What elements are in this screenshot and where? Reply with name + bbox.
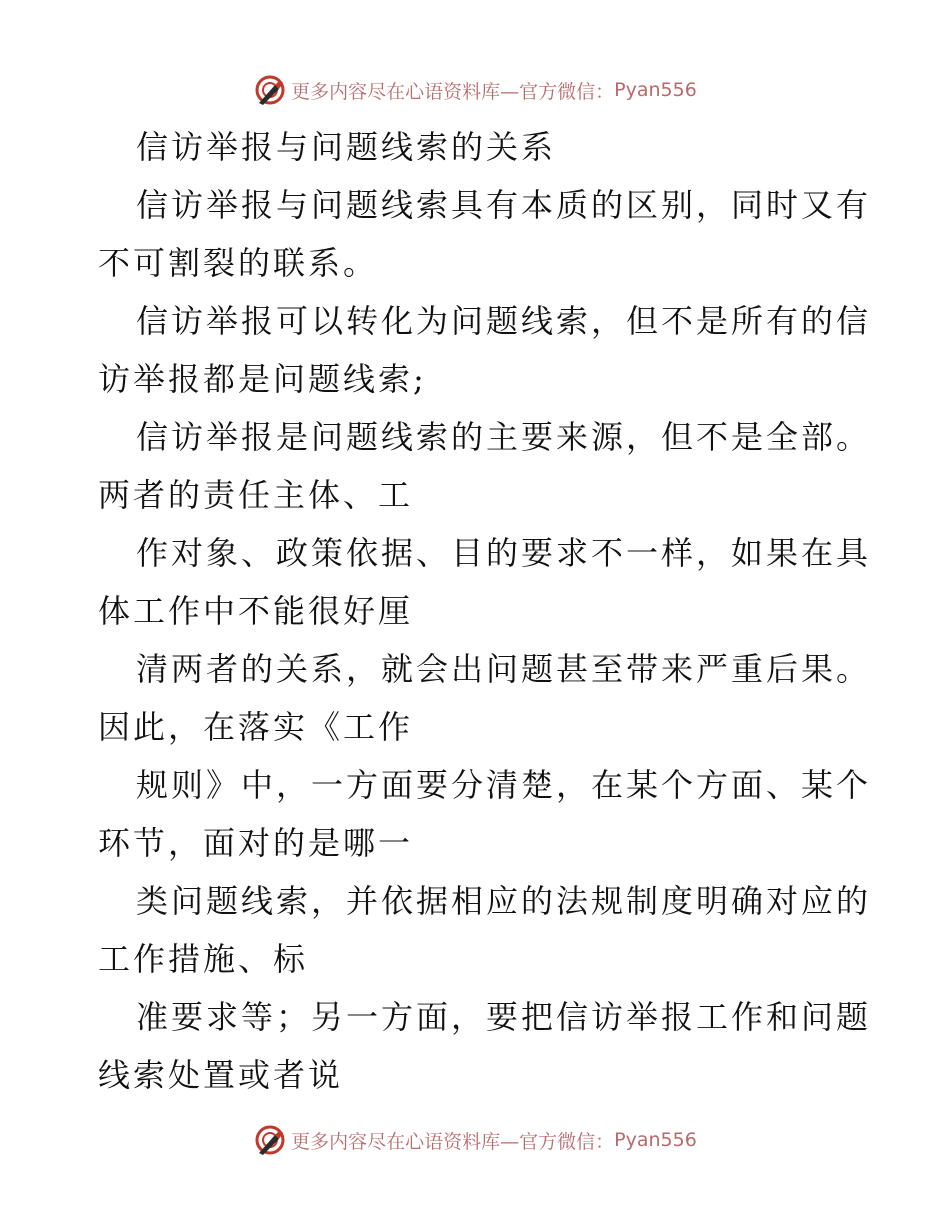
paragraph-line: 信访举报可以转化为问题线索，但不是所有的信 xyxy=(136,302,872,340)
doc-title: 信访举报与问题线索的关系 xyxy=(136,128,557,166)
watermark-text: 更多内容尽在心语资料库—官方微信： xyxy=(291,80,615,103)
pen-logo-icon xyxy=(253,73,287,107)
paragraph-line: 体工作中不能很好厘 xyxy=(98,592,414,630)
paragraph-line: 清两者的关系，就会出问题甚至带来严重后果。 xyxy=(136,650,872,688)
paragraph-line: 环节，面对的是哪一 xyxy=(98,824,414,862)
paragraph-line: 信访举报与问题线索具有本质的区别，同时又有 xyxy=(136,186,872,224)
watermark-handle: Pyan556 xyxy=(614,1129,697,1151)
header-watermark xyxy=(0,70,950,110)
paragraph-line: 不可割裂的联系。 xyxy=(98,244,379,282)
paragraph-line: 工作措施、标 xyxy=(98,940,309,978)
paragraph-line: 信访举报是问题线索的主要来源，但不是全部。 xyxy=(136,418,872,456)
document-body xyxy=(98,118,872,1104)
paragraph-line: 规则》中，一方面要分清楚，在某个方面、某个 xyxy=(136,766,872,804)
paragraph-line: 作对象、政策依据、目的要求不一样，如果在具 xyxy=(136,534,872,572)
paragraph-line: 准要求等；另一方面，要把信访举报工作和问题 xyxy=(136,998,872,1036)
footer-watermark xyxy=(0,1120,950,1160)
watermark-handle: Pyan556 xyxy=(614,79,697,101)
watermark-text: 更多内容尽在心语资料库—官方微信： xyxy=(291,1130,615,1153)
paragraph-line: 访举报都是问题线索; xyxy=(98,360,427,398)
paragraph-line: 因此，在落实《工作 xyxy=(98,708,414,746)
pen-logo-icon xyxy=(253,1123,287,1157)
paragraph-line: 类问题线索，并依据相应的法规制度明确对应的 xyxy=(136,882,872,920)
paragraph-line: 两者的责任主体、工 xyxy=(98,476,414,514)
paragraph-line: 线索处置或者说 xyxy=(98,1056,344,1094)
